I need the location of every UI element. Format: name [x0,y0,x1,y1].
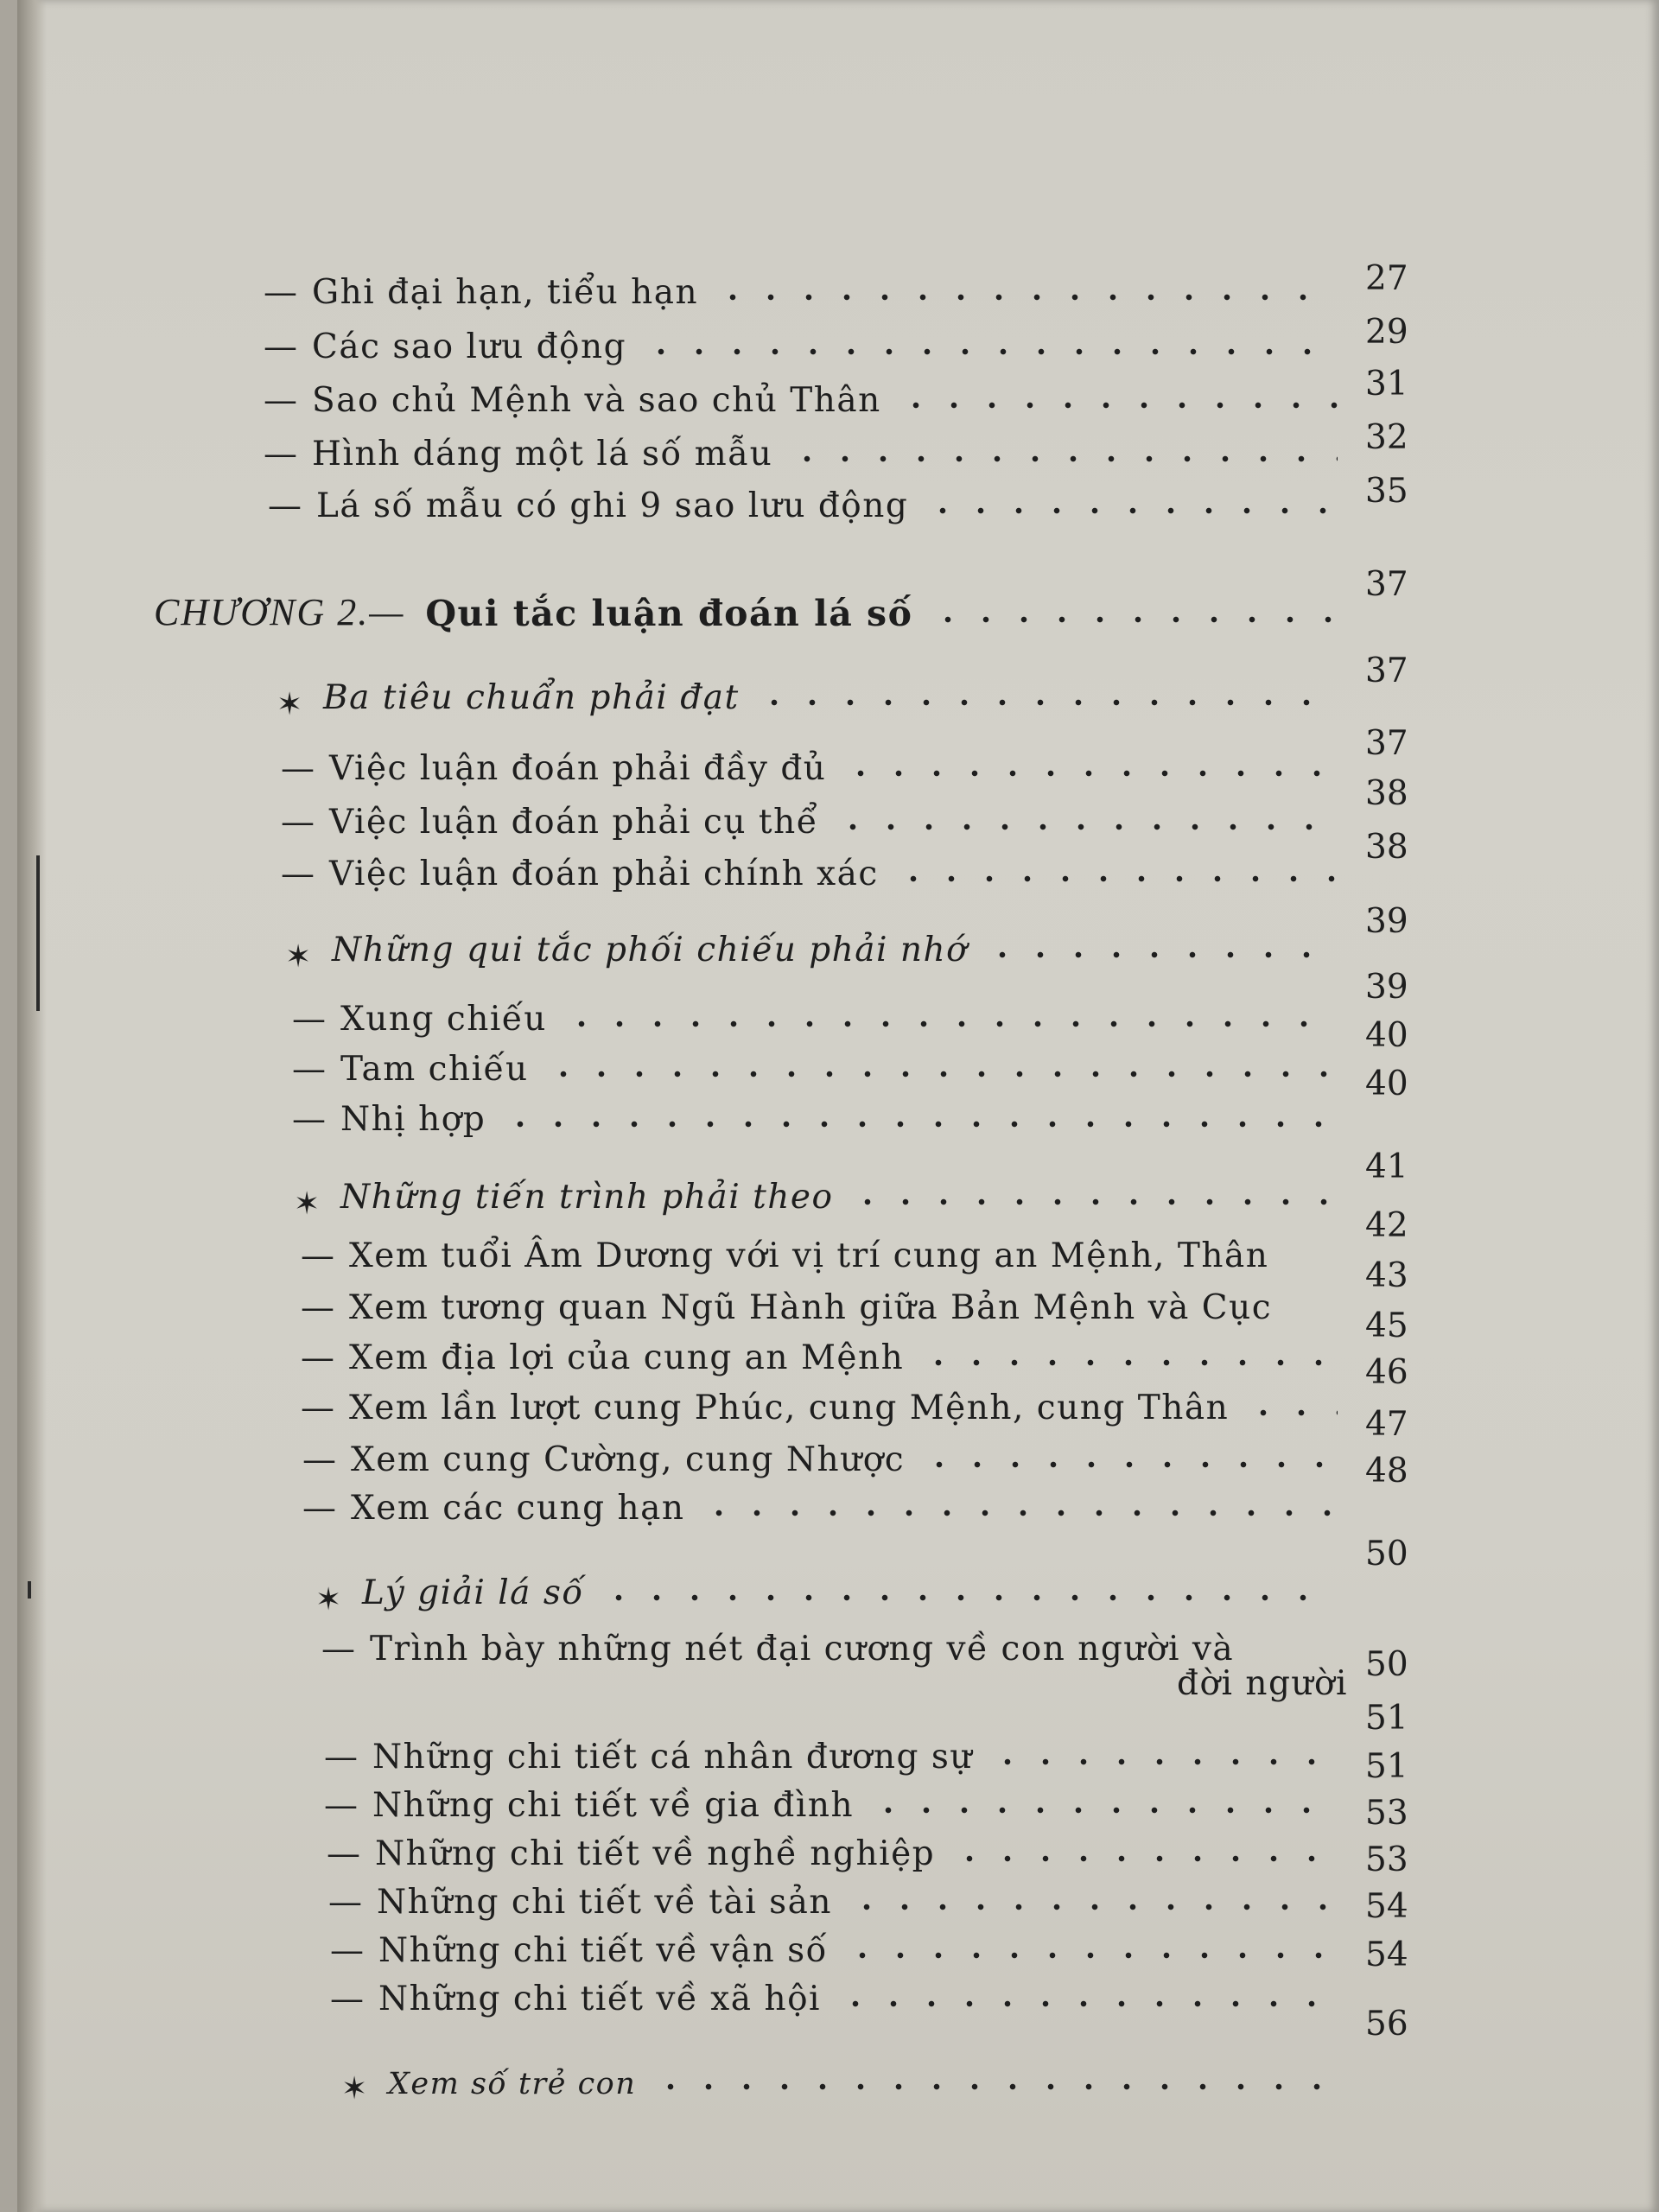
entry-dash: — [324,1738,359,1777]
entry-title: Những chi tiết cá nhân đương sự [372,1738,974,1777]
dot-leader [869,1806,1338,1815]
entry-title: Sao chủ Mệnh và sao chủ Thân [312,381,881,420]
entry-dash: — [292,1050,327,1089]
entry-title: Những chi tiết về tài sản [377,1883,832,1922]
entry-dash: — [281,749,316,788]
dot-leader [848,1903,1338,1911]
toc-entry [268,477,1357,525]
dot-leader [600,1593,1338,1602]
toc-entry [301,1279,1357,1327]
dot-leader [544,1070,1338,1078]
dot-leader [929,615,1338,624]
dot-leader [950,1854,1338,1863]
entry-dash: — [324,1786,359,1825]
dot-leader [700,1509,1338,1517]
dot-leader [894,874,1338,883]
toc-entry [264,425,1357,474]
chapter-heading [154,579,1357,634]
entry-title: Việc luận đoán phải đầy đủ [329,749,827,788]
star-icon: ✶ [341,2071,369,2107]
entry-dash: — [268,486,303,525]
entry-page-number: 40 [1365,1016,1408,1055]
dot-leader [642,347,1338,356]
section-title: Ba tiêu chuẩn phải đạt [323,678,740,717]
entry-dash: — [301,1236,336,1275]
entry-page-number: 51 [1365,1747,1408,1786]
dot-leader [834,823,1338,831]
section-page-number: 37 [1365,652,1408,690]
section-heading [341,2053,1357,2107]
toc-entry [281,740,1357,788]
entry-title: Xem tương quan Ngũ Hành giữa Bản Mệnh và Cục [349,1288,1273,1327]
star-icon: ✶ [294,1186,321,1222]
entry-page-number: 31 [1365,365,1408,404]
entry-title: Những chi tiết về nghề nghiệp [375,1834,936,1873]
entry-title: Lá số mẫu có ghi 9 sao lưu động [316,486,909,525]
dot-leader [563,1020,1338,1028]
section-page-number: 39 [1365,902,1408,941]
entry-title-line-2: đời người [1177,1664,1348,1703]
dot-leader [501,1120,1338,1128]
entry-page-number: 39 [1365,968,1408,1007]
toc-entry [292,1090,1357,1139]
chapter-page-number: 37 [1365,565,1408,604]
entry-dash: — [264,381,299,420]
entry-dash: — [330,1931,365,1970]
entry-page-number: 35 [1365,472,1408,511]
toc-entry [302,1431,1357,1479]
toc-entry [292,1040,1357,1089]
entry-dash: — [301,1389,336,1427]
entry-title: Nhị hợp [340,1100,486,1139]
dot-leader [652,2082,1338,2091]
section-title: Những tiến trình phải theo [340,1178,834,1217]
chapter-title: Qui tắc luận đoán lá số [425,593,913,634]
toc-entry [292,990,1357,1039]
entry-title-line-1: Trình bày những nét đại cương về con người và [370,1630,1235,1669]
entry-title: Các sao lưu động [312,327,627,366]
toc-entry [301,1329,1357,1377]
entry-dash: — [302,1489,338,1528]
entry-page-number: 53 [1365,1794,1408,1833]
section-heading [315,1564,1357,1618]
toc-entry [301,1227,1357,1275]
entry-dash: — [302,1440,338,1479]
entry-dash: — [292,1000,327,1039]
dot-leader [714,293,1338,302]
entry-page-number: 38 [1365,774,1408,813]
entry-dash: — [321,1630,357,1669]
section-heading [276,669,1357,722]
entry-dash: — [264,435,299,474]
toc-entry [301,1379,1357,1427]
book-page [17,0,1659,2212]
entry-title: Hình dáng một lá số mẫu [312,435,773,474]
entry-title: Việc luận đoán phải cụ thể [329,803,819,842]
section-heading [294,1168,1357,1222]
entry-title: Xung chiếu [340,1000,547,1039]
toc-entry [328,1873,1357,1922]
entry-title: Xem lần lượt cung Phúc, cung Mệnh, cung Thân [349,1389,1230,1427]
section-title: Xem số trẻ con [388,2067,637,2101]
entry-dash: — [301,1288,336,1327]
toc-entry [330,1922,1357,1970]
toc-entry [324,1728,1357,1777]
entry-title: Xem các cung hạn [351,1489,685,1528]
toc-entry [264,372,1357,420]
entry-title: Xem tuổi Âm Dương với vị trí cung an Mệnh, Thân [349,1236,1269,1275]
entry-dash: — [264,273,299,312]
entry-title: Việc luận đoán phải chính xác [329,855,879,893]
entry-title: Tam chiếu [340,1050,529,1089]
entry-dash: — [327,1834,362,1873]
dot-leader [919,1358,1338,1367]
entry-page-number: 43 [1365,1256,1408,1295]
entry-title: Những chi tiết về gia đình [372,1786,855,1825]
entry-page-number: 32 [1365,418,1408,457]
entry-dash: — [281,855,316,893]
dot-leader [983,950,1338,959]
dot-leader [988,1758,1338,1766]
dot-leader [849,1198,1338,1206]
dot-leader [842,769,1338,778]
entry-page-number: 37 [1365,724,1408,763]
dot-leader [843,1951,1338,1960]
entry-title: Những chi tiết về vận số [378,1931,828,1970]
dot-leader [920,1460,1338,1469]
entry-page-number: 50 [1365,1645,1408,1684]
entry-dash: — [264,327,299,366]
star-icon: ✶ [315,1582,343,1618]
entry-page-number: 46 [1365,1353,1408,1392]
dot-leader [755,698,1338,707]
entry-title: Những chi tiết về xã hội [378,1980,822,2018]
entry-page-number: 27 [1365,259,1408,298]
entry-page-number: 54 [1365,1936,1408,1974]
entry-page-number: 48 [1365,1452,1408,1491]
section-heading [285,921,1357,975]
entry-page-number: 29 [1365,313,1408,352]
toc-entry [327,1825,1357,1873]
dot-leader [788,454,1338,463]
star-icon: ✶ [285,939,313,975]
entry-page-number: 40 [1365,1065,1408,1103]
section-page-number: 56 [1365,2005,1408,2044]
entry-dash: — [292,1100,327,1139]
entry-page-number: 51 [1365,1699,1408,1738]
entry-page-number: 42 [1365,1206,1408,1245]
multi-line-entry-continuation [1160,1664,1348,1703]
dot-leader [924,506,1338,515]
entry-page-number: 53 [1365,1840,1408,1879]
entry-page-number: 54 [1365,1887,1408,1926]
star-icon: ✶ [276,687,304,722]
toc-entry [324,1777,1357,1825]
dot-leader [836,1999,1338,2008]
toc-entry [264,264,1357,312]
entry-dash: — [330,1980,365,2018]
chapter-prefix: CHƯƠNG 2.— [154,591,405,633]
dot-leader [1244,1408,1338,1417]
entry-page-number: 38 [1365,828,1408,867]
entry-page-number: 47 [1365,1405,1408,1444]
entry-title: Xem địa lợi của cung an Mệnh [349,1338,905,1377]
entry-dash: — [301,1338,336,1377]
toc-entry [264,318,1357,366]
dot-leader [897,401,1338,410]
entry-dash: — [281,803,316,842]
section-title: Lý giải lá số [362,1573,584,1612]
entry-title: Ghi đại hạn, tiểu hạn [312,273,699,312]
toc-entry [281,793,1357,842]
multi-line-entry [321,1630,1234,1669]
entry-page-number: 45 [1365,1306,1408,1345]
entry-dash: — [328,1883,364,1922]
toc-entry [330,1970,1357,2018]
table-of-contents [17,0,1659,2212]
entry-title: Xem cung Cường, cung Nhược [351,1440,906,1479]
section-page-number: 41 [1365,1147,1408,1186]
section-page-number: 50 [1365,1535,1408,1573]
section-title: Những qui tắc phối chiếu phải nhớ [332,931,969,969]
toc-entry [281,845,1357,893]
toc-entry [302,1479,1357,1528]
